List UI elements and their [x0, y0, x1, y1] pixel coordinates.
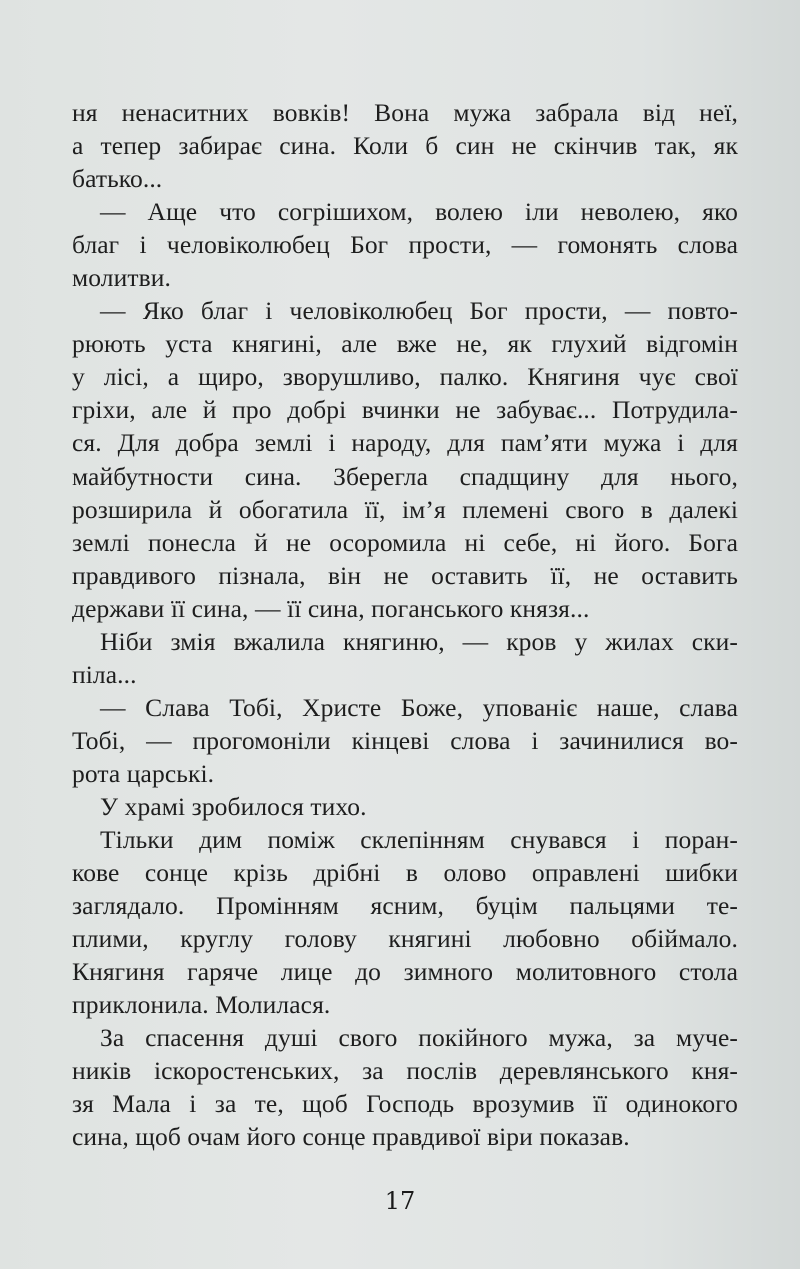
text-line: приклонила. Молилася.	[72, 990, 331, 1020]
text-line: кове сонце крізь дрібні в олово оправлені шибки	[72, 858, 738, 888]
text-line: — Слава Тобі, Христе Боже, упованіє наше, слава	[100, 692, 738, 722]
text-line: сина, щоб очам його сонце правдивої віри показав.	[72, 1122, 630, 1152]
text-line: піла...	[72, 659, 137, 689]
text-line: у лісі, а щиро, зворушливо, палко. Княгиня чує свої	[72, 362, 738, 392]
text-line: ників іскоростенських, за послів деревлянського кня-	[72, 1056, 738, 1086]
text-line: ня ненаситних вовків! Вона мужа забрала від неї,	[72, 98, 738, 127]
text-line: землі понесла й не осоромила ні себе, ні його. Бога	[72, 527, 738, 557]
text-line: рюють уста княгині, але вже не, як глухий відгомін	[72, 329, 738, 359]
text-line: У храмі зробилося тихо.	[100, 791, 367, 821]
text-line: Ніби змія вжалила княгиню, — кров у жилах ски-	[100, 626, 738, 656]
text-line: батько...	[72, 164, 163, 194]
page-number: 17	[384, 1187, 416, 1215]
text-line: молитви.	[72, 263, 171, 293]
text-line: — Яко благ і человіколюбец Бог прости, — повто-	[100, 296, 738, 326]
text-line: зя Мала і за те, щоб Господь врозумив її одинокого	[72, 1089, 738, 1119]
text-line: Тобі, — прогомоніли кінцеві слова і зачинилися во-	[72, 725, 738, 755]
text-line: Княгиня гаряче лице до зимного молитовного стола	[72, 957, 738, 987]
text-line: правдивого пізнала, він не оставить її, не оставить	[72, 560, 738, 590]
text-line: За спасення душі свого покійного мужа, за муче-	[100, 1023, 738, 1053]
text-line: держави її сина, — її сина, поганського князя...	[72, 593, 590, 623]
text-line: заглядало. Промінням ясним, буцім пальцями те-	[72, 891, 738, 921]
text-line: рота царські.	[72, 758, 215, 788]
text-line: благ і человіколюбец Бог прости, — гомонять слова	[72, 230, 738, 260]
text-line: розширила й обогатила її, ім’я племені свого в далекі	[72, 494, 738, 524]
text-line: плими, круглу голову княгині любовно обіймало.	[72, 924, 738, 954]
text-line: майбутности сина. Зберегла спадщину для нього,	[72, 461, 738, 491]
text-line: ся. Для добра землі і народу, для пам’яти мужа і для	[72, 428, 738, 458]
text-line: а тепер забирає сина. Коли б син не скінчив так, як	[72, 131, 738, 161]
text-line: — Аще что согрішихом, волею іли неволею, яко	[100, 197, 738, 227]
text-line: гріхи, але й про добрі вчинки не забуває... Потрудила-	[72, 395, 738, 425]
text-line: Тільки дим поміж склепінням снувався і поран-	[100, 825, 738, 855]
body-text	[72, 96, 738, 1154]
